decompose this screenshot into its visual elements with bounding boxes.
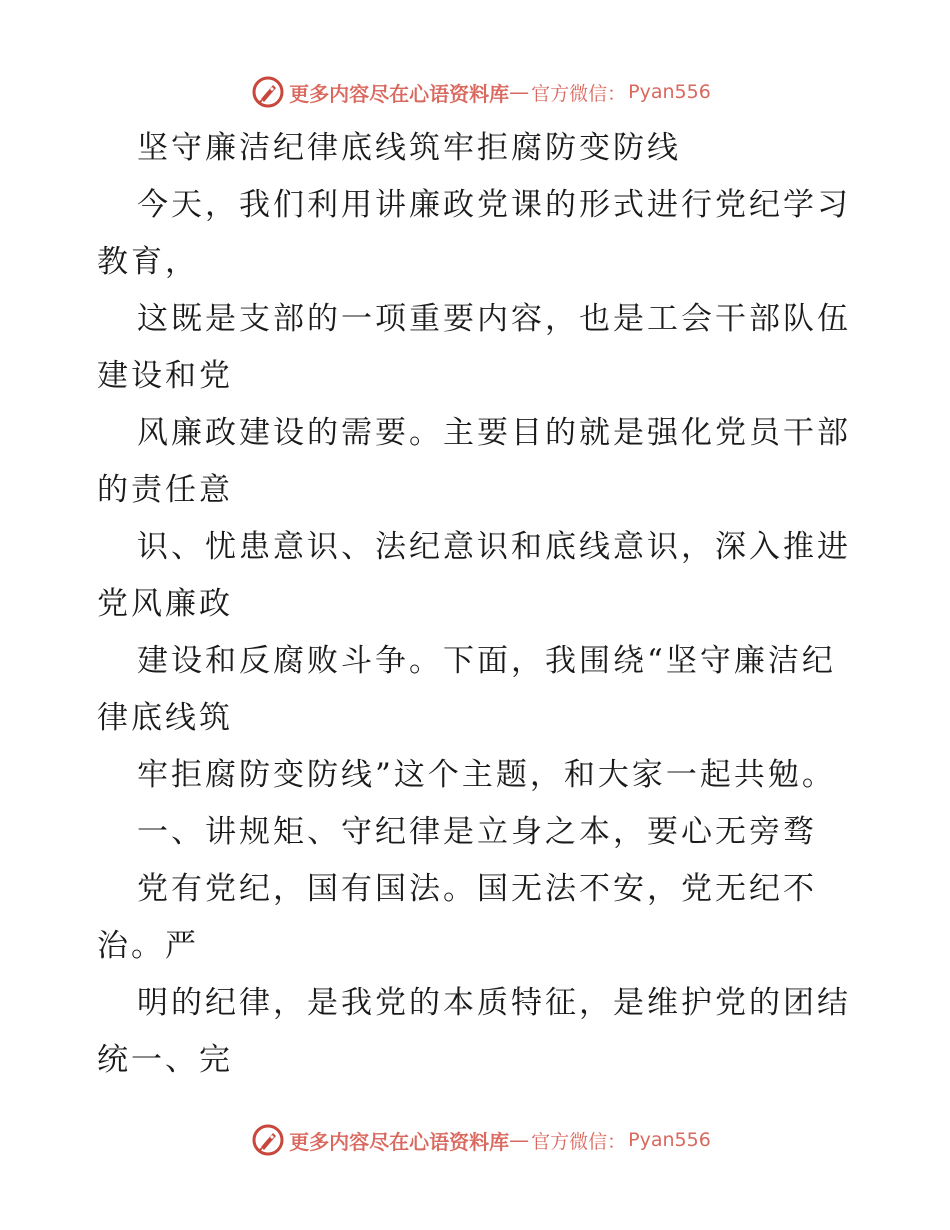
pen-nib-logo-icon xyxy=(251,1123,285,1157)
banner-site-text: 更多内容尽在心语资料库 xyxy=(289,81,510,106)
paragraph-line: 建设和党 xyxy=(97,358,233,394)
paragraph-line: 明的纪律，是我党的本质特征，是维护党的团结 xyxy=(137,985,851,1021)
banner-site-text: 更多内容尽在心语资料库 xyxy=(289,1129,510,1154)
banner-wechat-label: 官方微信： xyxy=(531,82,627,105)
paragraph-line: 党有党纪，国有国法。国无法不安，党无纪不 xyxy=(137,871,817,907)
paragraph-line: 识、忧患意识、法纪意识和底线意识，深入推进 xyxy=(137,529,851,565)
header-banner xyxy=(0,72,950,112)
paragraph-line: 党风廉政 xyxy=(97,586,233,622)
banner-dash: — xyxy=(509,1128,530,1152)
paragraph-line: 的责任意 xyxy=(97,472,233,508)
banner-wechat-label: 官方微信： xyxy=(531,1130,627,1153)
pen-nib-logo-icon xyxy=(251,75,285,109)
paragraph-line: 律底线筑 xyxy=(97,700,233,736)
paragraph-line: 牢拒腐防变防线”这个主题，和大家一起共勉。 xyxy=(137,757,836,793)
paragraph-line: 统一、完 xyxy=(97,1042,233,1078)
banner-wechat-id: Pyan556 xyxy=(628,81,711,103)
paragraph-line: 风廉政建设的需要。主要目的就是强化党员干部 xyxy=(137,415,851,451)
section-heading: 一、讲规矩、守纪律是立身之本，要心无旁骛 xyxy=(137,814,817,850)
paragraph-line: 教育， xyxy=(97,244,199,280)
paragraph-line: 今天，我们利用讲廉政党课的形式进行党纪学习 xyxy=(137,187,851,223)
paragraph-line: 治。严 xyxy=(97,928,199,964)
banner-wechat-id: Pyan556 xyxy=(628,1129,711,1151)
footer-banner xyxy=(0,1120,950,1160)
document-title: 坚守廉洁纪律底线筑牢拒腐防变防线 xyxy=(137,130,681,166)
banner-dash: — xyxy=(509,80,530,104)
paragraph-line: 建设和反腐败斗争。下面，我围绕“坚守廉洁纪 xyxy=(137,643,836,679)
paragraph-line: 这既是支部的一项重要内容，也是工会干部队伍 xyxy=(137,301,851,337)
